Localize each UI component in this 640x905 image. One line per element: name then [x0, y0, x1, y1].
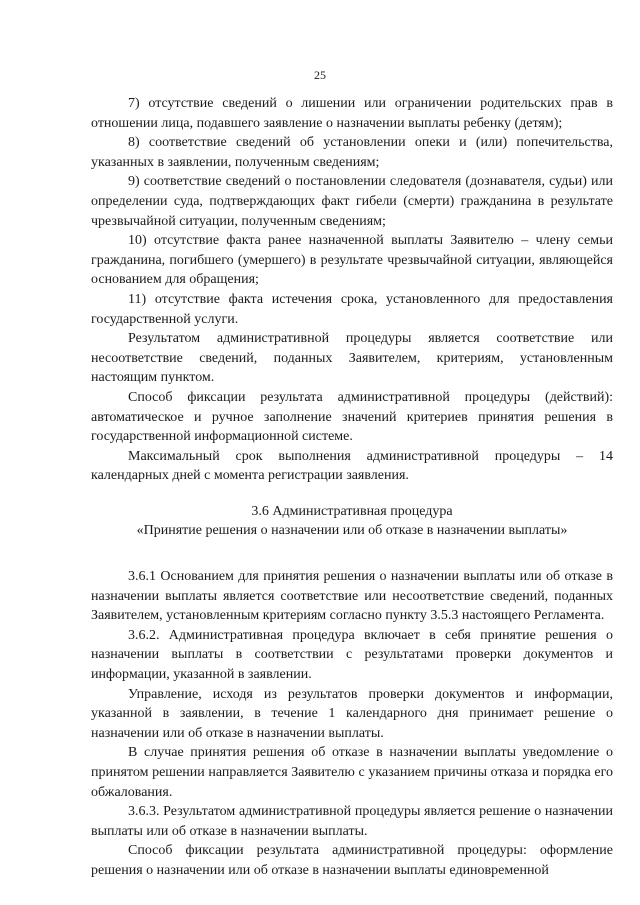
paragraph-3-6-1: 3.6.1 Основанием для принятия решения о назначении выплаты или об отказе в назначении выплаты является соответствие или несоответствие сведений, поданных Заявителем, установленным критериям согласно пункту 3.5.3 настоящего Регламента.: [91, 569, 613, 624]
paragraph-management-decision: Управление, исходя из результатов проверки документов и информации, указанной в заявлении, в течение 1 календарного дня принимает решение о назначении или об отказе в назначении выплаты.: [91, 686, 613, 741]
paragraph-max-term: Максимальный срок выполнения административной процедуры – 14 календарных дней с момента регистрации заявления.: [91, 448, 613, 484]
paragraph-3-6-2: 3.6.2. Административная процедура включает в себя принятие решения о назначении выплаты в соответствии с результатами проверки документов и информации, указанной в заявлении.: [91, 627, 613, 683]
paragraph-refusal-notice: В случае принятия решения об отказе в назначении выплаты уведомление о принятом решении направляется Заявителю с указанием причины отказа и порядка его обжалования.: [91, 745, 613, 800]
document-body: [91, 94, 613, 881]
section-heading: [91, 502, 613, 541]
section-heading-number: 3.6 Административная процедура: [251, 503, 453, 519]
paragraph-fixation-decision: Способ фиксации результата административной процедуры: оформление решения о назначении или об отказе в назначении выплаты единовременной: [91, 843, 613, 878]
paragraph-item-7: 7) отсутствие сведений о лишении или ограничении родительских прав в отношении лица, подавшего заявление о назначении выплаты ребенку (детям);: [91, 96, 613, 131]
paragraph-item-9: 9) соответствие сведений о постановлении следователя (дознавателя, судьи) или определении суда, подтверждающих факт гибели (смерти) гражданина в результате чрезвычайной ситуации, полученным сведениям;: [91, 174, 613, 229]
paragraph-item-8: 8) соответствие сведений об установлении опеки и (или) попечительства, указанных в заявлении, полученным сведениям;: [91, 135, 613, 170]
paragraph-fixation-method: Способ фиксации результата административной процедуры (действий): автоматическое и ручное заполнение значений критериев принятия решения в государственной информационной системе.: [91, 389, 613, 445]
paragraph-result: Результатом административной процедуры является соответствие или несоответствие сведений, поданных Заявителем, критериям, установленным настоящим пунктом.: [91, 331, 613, 386]
section-heading-title: «Принятие решения о назначении или об отказе в назначении выплаты»: [136, 523, 568, 539]
paragraph-item-11: 11) отсутствие факта истечения срока, установленного для предоставления государственной услуги.: [91, 291, 613, 327]
page-number: 25: [314, 68, 326, 82]
paragraph-3-6-3: 3.6.3. Результатом административной процедуры является решение о назначении выплаты или об отказе в назначении выплаты.: [91, 804, 613, 839]
paragraph-item-10: 10) отсутствие факта ранее назначенной выплаты Заявителю – члену семьи гражданина, погибшего (умершего) в результате чрезвычайной ситуации, являющейся основанием для обращения;: [91, 233, 613, 288]
